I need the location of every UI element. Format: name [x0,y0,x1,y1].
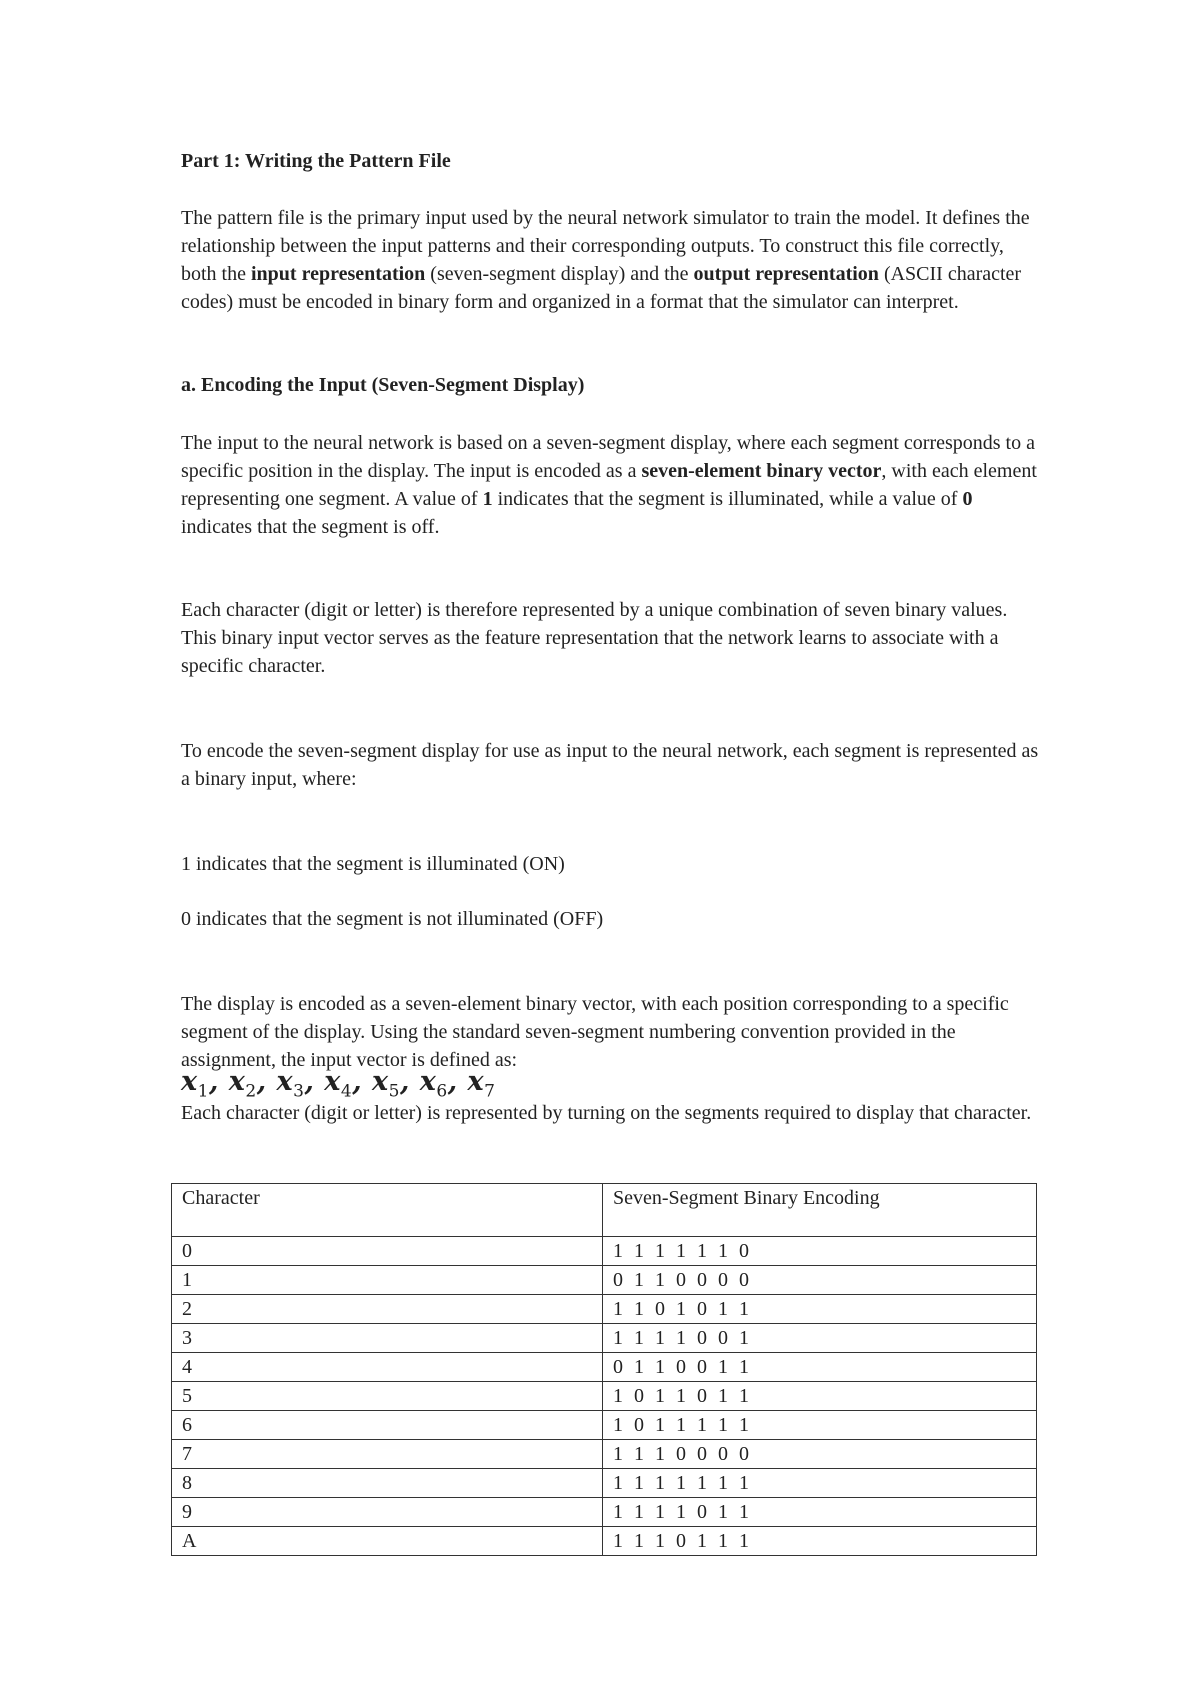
encoding-cell: 1 1 0 1 0 1 1 [603,1295,1037,1324]
emphasis: output representation [693,263,879,285]
math-subscript: 4 [340,1081,353,1102]
encoding-cell: 1 0 1 1 1 1 1 [603,1411,1037,1440]
encoding-cell: 0 1 1 0 0 0 0 [603,1266,1037,1295]
encoding-cell: 1 0 1 1 0 1 1 [603,1382,1037,1411]
table-row [172,1237,1037,1266]
encoding-cell: 1 1 1 0 0 0 0 [603,1440,1037,1469]
character-cell: 4 [172,1353,603,1382]
emphasis: seven-element binary vector [641,460,882,482]
table-row [172,1353,1037,1382]
math-subscript: 5 [388,1081,400,1102]
character-cell: 8 [172,1469,603,1498]
table-row [172,1498,1037,1527]
off-definition: 0 indicates that the segment is not illuminated (OFF) [181,908,604,930]
math-variable: x [228,1066,246,1097]
text: indicates that the segment is off. [181,516,440,538]
character-cell: 9 [172,1498,603,1527]
table-header-row [172,1184,1037,1237]
segments-paragraph: Each character (digit or letter) is represented by turning on the segments required to display that character. [181,1102,1032,1124]
encoding-cell: 1 1 1 1 0 0 1 [603,1324,1037,1353]
encoding-cell: 1 1 1 1 0 1 1 [603,1498,1037,1527]
encode-paragraph: To encode the seven-segment display for use as input to the neural network, each segment is represented as a binary input, where: [181,740,1039,790]
character-paragraph: Each character (digit or letter) is therefore represented by a unique combination of seven binary values. This binary input vector serves as the feature representation that the network learns to associate with a specific character. [181,599,1008,677]
character-cell: 7 [172,1440,603,1469]
text: indicates that the segment is illuminated, while a value of [492,488,963,510]
header-encoding: Seven-Segment Binary Encoding [603,1184,1037,1237]
math-variable: x [372,1066,389,1097]
math-variable: x [181,1066,198,1097]
intro-paragraph [181,204,1041,316]
character-cell: 5 [172,1382,603,1411]
encoding-table [171,1183,1037,1556]
comma: , [304,1066,325,1097]
math-subscript: 3 [293,1081,305,1102]
table-row [172,1469,1037,1498]
comma: , [352,1066,372,1097]
character-cell: 0 [172,1237,603,1266]
text: (ASCII character codes) must be encoded in binary form and organized in a format that the simulator can interpret. [181,263,1022,313]
character-cell: A [172,1527,603,1556]
comma: , [256,1066,277,1097]
encoding-cell: 1 1 1 1 1 1 0 [603,1237,1037,1266]
header-character: Character [172,1184,603,1237]
input-vector-formula [181,1066,495,1101]
section-heading: Part 1: Writing the Pattern File [181,150,451,172]
math-variable: x [324,1066,341,1097]
input-paragraph [181,429,1041,541]
character-cell: 3 [172,1324,603,1353]
math-variable: x [419,1066,437,1097]
math-variable: x [467,1066,485,1097]
table-row [172,1266,1037,1295]
character-cell: 6 [172,1411,603,1440]
subheading: a. Encoding the Input (Seven-Segment Display) [181,374,585,396]
character-cell: 1 [172,1266,603,1295]
math-variable: x [276,1066,294,1097]
text: (seven-segment display) and the [425,263,694,285]
math-subscript: 6 [436,1081,448,1102]
table-row [172,1295,1037,1324]
comma: , [208,1066,229,1097]
text: The pattern file is the primary input used by the neural network simulator to train the model. It defines the relationship between the input patterns and their corresponding outputs. To construct this file correctly, both the [181,207,1030,285]
math-subscript: 1 [197,1081,209,1102]
table-row [172,1440,1037,1469]
math-subscript: 7 [484,1081,496,1102]
math-subscript: 2 [245,1081,257,1102]
emphasis: 0 [962,488,973,510]
encoding-cell: 1 1 1 0 1 1 1 [603,1527,1037,1556]
comma: , [399,1066,420,1097]
emphasis: input representation [251,263,426,285]
emphasis: 1 [482,488,493,510]
table-row [172,1382,1037,1411]
table-row [172,1324,1037,1353]
text: The input to the neural network is based on a seven-segment display, where each segment corresponds to a specific position in the display. The input is encoded as a [181,432,1035,482]
table-row [172,1411,1037,1440]
encoding-cell: 0 1 1 0 0 1 1 [603,1353,1037,1382]
table-row [172,1527,1037,1556]
encoding-cell: 1 1 1 1 1 1 1 [603,1469,1037,1498]
on-definition: 1 indicates that the segment is illuminated (ON) [181,853,565,875]
comma: , [447,1066,468,1097]
character-cell: 2 [172,1295,603,1324]
vector-paragraph: The display is encoded as a seven-element binary vector, with each position corresponding to a specific segment of the display. Using the standard seven-segment numbering convention provided in the assignment, the input vector is defined as: [181,993,1009,1071]
text: , with each element representing one segment. A value of [181,460,1037,510]
